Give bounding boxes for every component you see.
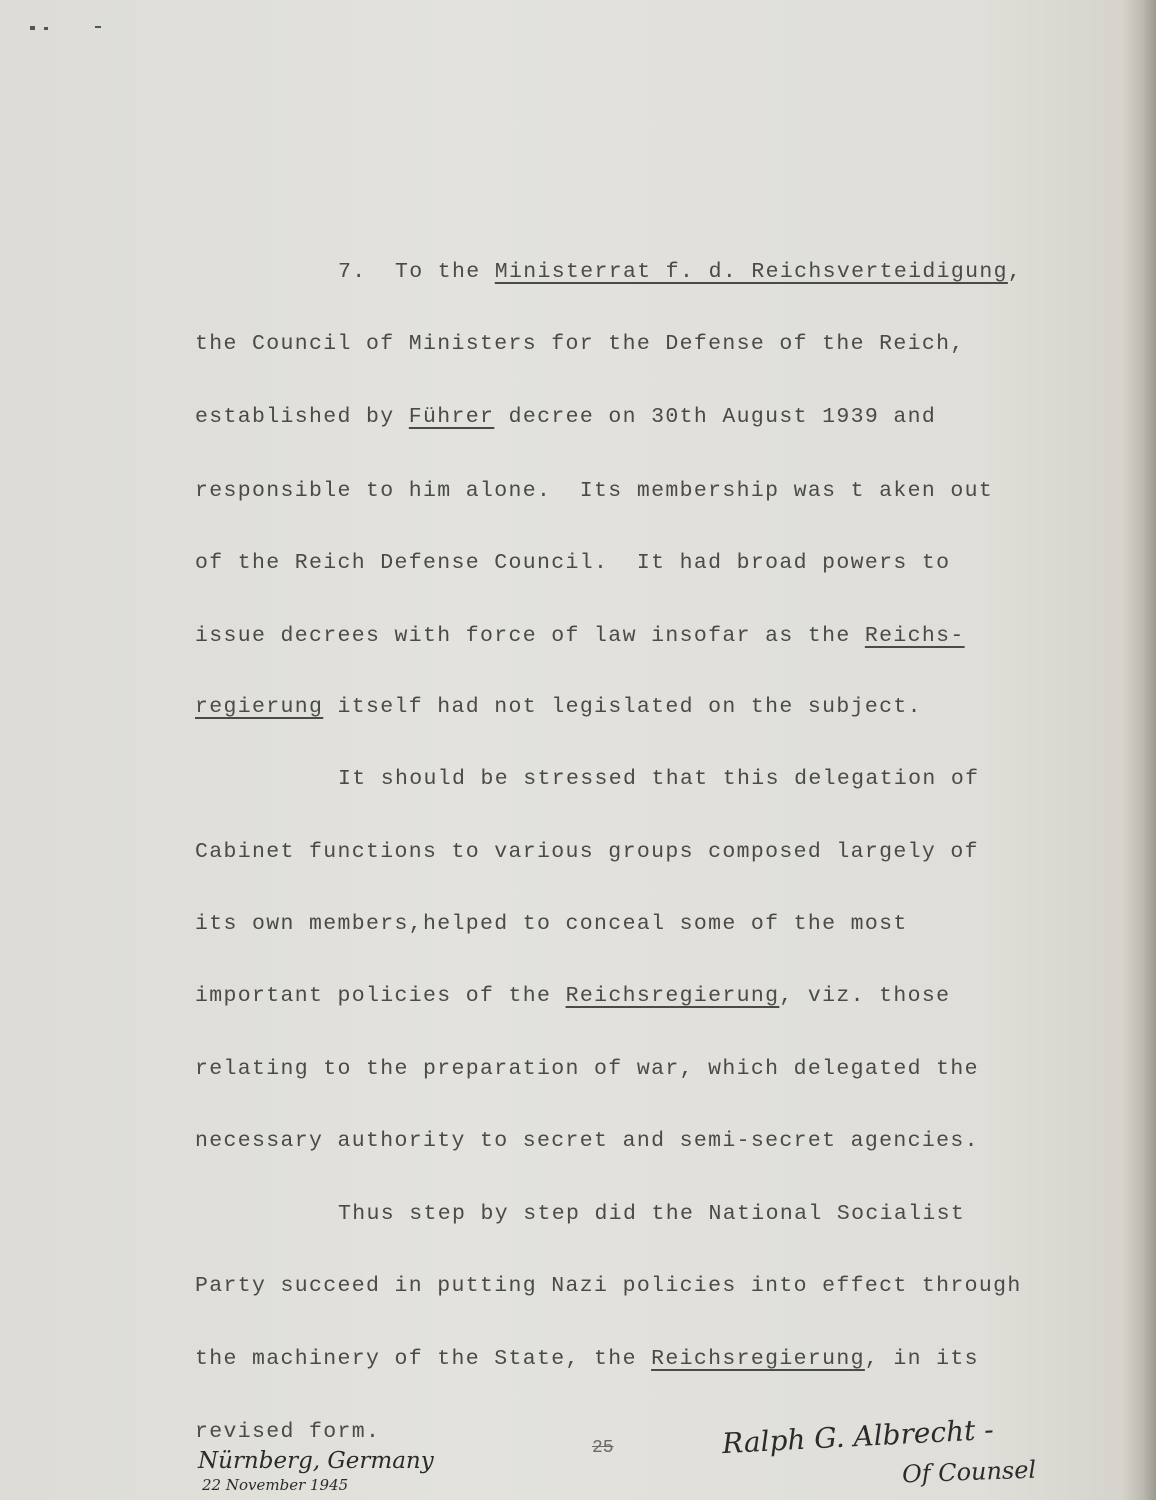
text-line — [195, 982, 950, 1010]
text-line — [195, 622, 965, 650]
stray-mark — [30, 26, 35, 30]
text-segment: Cabinet functions to various groups composed largely of — [195, 840, 979, 864]
underlined-term: regierung — [195, 695, 324, 719]
text-segment: , in its — [864, 1347, 979, 1371]
text-line — [195, 1272, 1022, 1300]
text-segment: necessary authority to secret and semi-secret agencies. — [195, 1129, 979, 1153]
text-line — [195, 1127, 979, 1155]
stray-mark — [44, 27, 48, 30]
text-segment: 7. To the — [338, 260, 495, 284]
text-segment: responsible to him alone. Its membership was t aken out — [195, 479, 994, 503]
stray-mark — [95, 26, 101, 28]
text-line — [338, 765, 979, 793]
text-line — [195, 1418, 380, 1446]
text-segment: Thus step by step did the National Socialist — [338, 1202, 966, 1226]
underlined-term: Reichsregierung — [651, 1347, 865, 1371]
text-line — [195, 549, 950, 577]
text-line — [338, 1200, 965, 1228]
text-line — [195, 477, 993, 505]
text-segment: , viz. those — [779, 984, 951, 1008]
text-line — [195, 403, 936, 431]
underlined-term: Reichs- — [864, 624, 965, 648]
text-segment: relating to the preparation of war, which delegated the — [195, 1057, 979, 1081]
text-line — [195, 330, 965, 358]
text-line — [195, 693, 922, 721]
page-number: 25 — [592, 1438, 614, 1458]
text-segment: important policies of the — [195, 984, 566, 1008]
handwritten-date: 22 November 1945 — [202, 1476, 349, 1494]
text-segment: the machinery of the State, the — [195, 1347, 652, 1371]
text-segment: the Council of Ministers for the Defense of the Reich, — [195, 332, 965, 356]
text-segment: established by — [195, 405, 409, 429]
text-segment: its own members,helped to conceal some of the most — [195, 912, 908, 936]
text-segment: It should be stressed that this delegation of — [338, 767, 980, 791]
text-segment: revised form. — [195, 1420, 381, 1444]
text-segment: decree on 30th August 1939 and — [494, 405, 937, 429]
text-line — [195, 1055, 979, 1083]
handwritten-place: Nürnberg, Germany — [198, 1448, 434, 1474]
text-segment: Party succeed in putting Nazi policies into effect through — [195, 1274, 1022, 1298]
text-line — [195, 1345, 979, 1373]
handwritten-title: Of Counsel — [901, 1455, 1037, 1489]
text-segment: issue decrees with force of law insofar as the — [195, 624, 865, 648]
text-line — [195, 838, 979, 866]
text-segment: itself had not legislated on the subject. — [323, 695, 922, 719]
text-line — [338, 258, 1022, 286]
text-segment: of the Reich Defense Council. It had broad powers to — [195, 551, 951, 575]
handwritten-signature: Ralph G. Albrecht - — [721, 1412, 995, 1461]
text-line — [195, 910, 908, 938]
underlined-term: Reichsregierung — [565, 984, 780, 1008]
text-segment: , — [1007, 260, 1023, 284]
underlined-term: Führer — [408, 405, 495, 429]
underlined-term: Ministerrat f. d. Reichsverteidigung — [494, 260, 1008, 284]
